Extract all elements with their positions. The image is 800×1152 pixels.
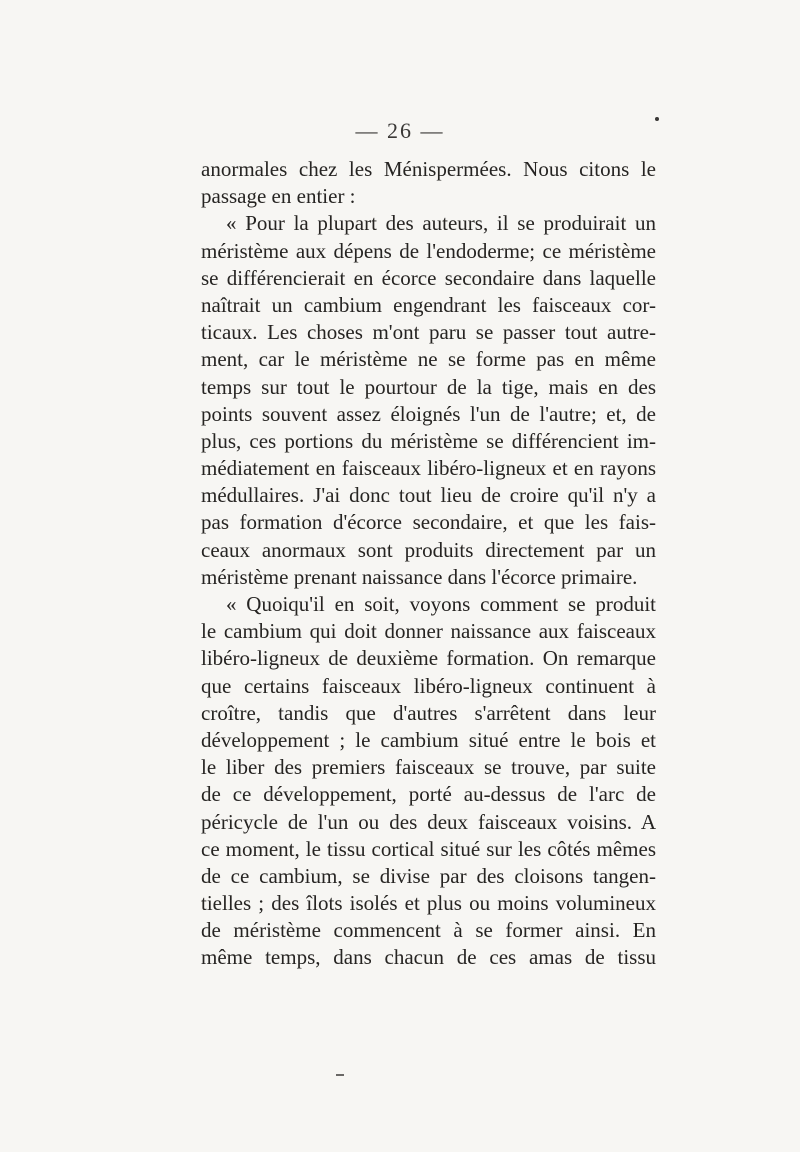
text-line: de ce développement, porté au-dessus de l'arc de <box>201 782 656 807</box>
text-line: passage en entier : <box>201 184 356 209</box>
text-line: ce moment, le tissu cortical situé sur les côtés mêmes <box>201 836 656 861</box>
text-line: se différencierait en écorce secondaire dans laquelle <box>201 265 656 290</box>
text-line: points souvent assez éloignés l'un de l'autre; et, de <box>201 401 656 426</box>
text-line: pas formation d'écorce secondaire, et que les fais- <box>201 510 656 535</box>
text-line: temps sur tout le pourtour de la tige, mais en des <box>201 374 656 399</box>
text-line: développement ; le cambium situé entre le bois et <box>201 727 656 752</box>
text-line: médullaires. J'ai donc tout lieu de croire qu'il n'y a <box>201 483 656 508</box>
text-line: tielles ; des îlots isolés et plus ou moins volumineux <box>201 891 656 916</box>
text-line: ceaux anormaux sont produits directement par un <box>201 537 656 562</box>
page-number: — 26 — <box>355 118 445 143</box>
text-line: que certains faisceaux libéro-ligneux continuent à <box>201 673 656 698</box>
text-line: ment, car le méristème ne se forme pas en même <box>201 347 656 372</box>
text-line: méristème prenant naissance dans l'écorce primaire. <box>201 564 638 589</box>
text-line: naîtrait un cambium engendrant les faisceaux cor- <box>201 292 656 317</box>
text-line: « Pour la plupart des auteurs, il se produirait un <box>226 211 656 236</box>
text-line: anormales chez les Ménispermées. Nous citons le <box>201 157 656 181</box>
text-line: « Quoiqu'il en soit, voyons comment se produit <box>226 592 656 616</box>
text-line: médiatement en faisceaux libéro-ligneux et en rayons <box>201 456 656 481</box>
text-line: le cambium qui doit donner naissance aux faisceaux <box>201 619 656 644</box>
text-line: croître, tandis que d'autres s'arrêtent dans leur <box>201 700 656 725</box>
text-line: même temps, dans chacun de ces amas de tissu <box>201 945 656 970</box>
text-line: de ce cambium, se divise par des cloisons tangen- <box>201 863 656 888</box>
text-line: ticaux. Les choses m'ont paru se passer tout autre- <box>201 320 656 345</box>
text-line: péricycle de l'un ou des deux faisceaux voisins. A <box>201 809 656 834</box>
text-line: méristème aux dépens de l'endoderme; ce méristème <box>201 238 656 263</box>
text-line: de méristème commencent à se former ainsi. En <box>201 918 656 943</box>
text-line: libéro-ligneux de deuxième formation. On remarque <box>201 646 656 671</box>
body-text <box>201 156 656 972</box>
ink-dot <box>655 117 659 121</box>
ink-mark <box>336 1074 344 1076</box>
text-line: le liber des premiers faisceaux se trouve, par suite <box>201 755 656 780</box>
text-line: plus, ces portions du méristème se différencient im- <box>201 428 656 453</box>
